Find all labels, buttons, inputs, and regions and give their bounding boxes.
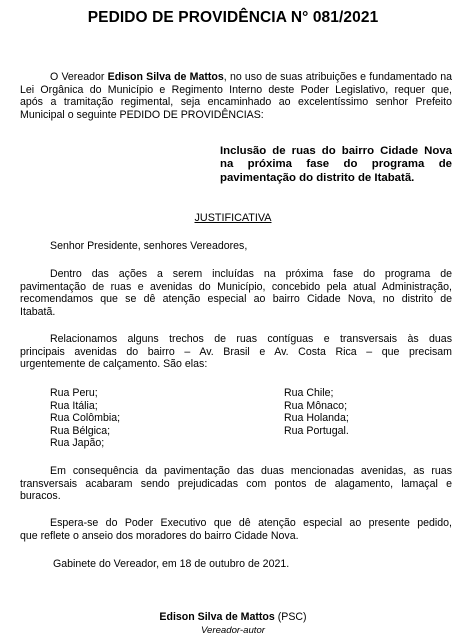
- para4-line-1: Espera-se do Poder Executivo que dê atenção especial ao presente pedido,: [50, 517, 452, 529]
- intro-line-3: após a tramitação regimental, seja encaminhado ao excelentíssimo senhor Prefeito: [20, 96, 452, 109]
- para3-line-3: buracos.: [20, 490, 61, 503]
- streets-left-list: [50, 387, 120, 450]
- streets-right-list: [284, 387, 349, 437]
- street-item: Rua Japão;: [50, 437, 105, 450]
- intro-line-4: Municipal o seguinte PEDIDO DE PROVIDÊNCIAS:: [20, 108, 264, 121]
- closing: [20, 558, 452, 571]
- intro-line-1: [20, 71, 452, 84]
- para1-line-1: Dentro das ações a serem incluídas na próxima fase do programa de: [50, 268, 452, 280]
- paragraph-1: [20, 268, 452, 318]
- street-item: Rua Colômbia;: [50, 412, 121, 425]
- para2-line-3: urgentemente de calçamento. São elas:: [20, 358, 208, 371]
- paragraph-4: [20, 517, 452, 542]
- para4-line-2: que reflete o anseio dos moradores do bairro Cidade Nova.: [20, 529, 299, 542]
- greeting-line: Senhor Presidente, senhores Vereadores,: [50, 240, 248, 252]
- signature-party: (PSC): [274, 611, 307, 623]
- para3-line-1: Em consequência da pavimentação das duas mencionadas avenidas, as ruas: [50, 465, 452, 477]
- street-item: Rua Holanda;: [284, 412, 349, 425]
- signature-role: Vereador-autor: [201, 625, 265, 636]
- street-item: Rua Itália;: [50, 399, 98, 412]
- intro-paragraph: [20, 71, 452, 121]
- street-item: Rua Mônaco;: [284, 399, 348, 412]
- ementa-line-1: Inclusão de ruas do bairro Cidade Nova: [220, 145, 452, 157]
- para1-line-3: recomendamos que se dê atenção especial ao bairro Cidade Nova, no distrito de: [20, 293, 452, 306]
- greeting: [20, 240, 452, 253]
- para2-line-1: Relacionamos alguns trechos de ruas contíguas e transversais às duas: [50, 333, 452, 345]
- intro-line-2: Lei Orgânica do Município e Regimento Interno deste Poder Legislativo, requer que,: [20, 83, 452, 96]
- ementa-line-3: pavimentação do distrito de Itabatã.: [220, 171, 415, 184]
- paragraph-3: [20, 465, 452, 503]
- para1-line-2: pavimentação de ruas e avenidas do Município, concebido pela atual Administração,: [20, 280, 452, 293]
- intro-prefix: O Vereador: [50, 71, 108, 83]
- signature: [0, 611, 466, 623]
- street-item: Rua Bélgica;: [50, 424, 111, 437]
- para2-line-2: principais avenidas do bairro – Av. Brasil e Av. Costa Rica – que precisam: [20, 345, 452, 358]
- document-title: PEDIDO DE PROVIDÊNCIA N° 081/2021: [87, 9, 379, 26]
- ementa-line-2: na próxima fase do programa de: [220, 158, 452, 171]
- author-name: Edison Silva de Mattos: [107, 71, 224, 83]
- street-item: Rua Chile;: [284, 387, 334, 399]
- ementa: [220, 145, 452, 185]
- justificativa-heading: JUSTIFICATIVA: [194, 212, 272, 224]
- para3-line-2: transversais acabaram sendo prejudicadas com pontos de alagamento, lamaçal e: [20, 477, 452, 490]
- closing-line: Gabinete do Vereador, em 18 de outubro de 2021.: [53, 558, 290, 570]
- para1-line-4: Itabatã.: [20, 305, 56, 318]
- street-item: Rua Portugal.: [284, 424, 349, 437]
- paragraph-2: [20, 333, 452, 371]
- intro-line-1-rest: , no uso de suas atribuições e fundamentado na: [223, 71, 452, 83]
- signature-name: Edison Silva de Mattos: [159, 611, 275, 623]
- street-item: Rua Peru;: [50, 387, 98, 399]
